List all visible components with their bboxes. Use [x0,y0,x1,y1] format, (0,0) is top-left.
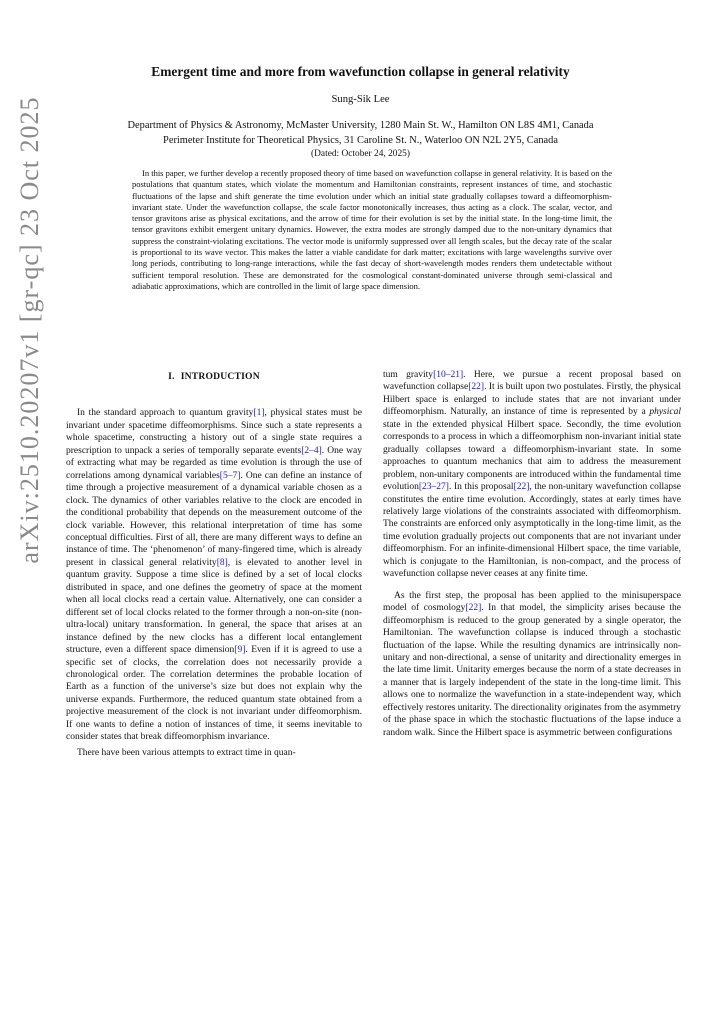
abstract [132,168,612,292]
citation-link[interactable]: [8] [216,557,228,568]
text-run: . One way of extracting what may be regarded as time evolution is through the use of correlations among dynamical variables [66,445,363,481]
text-run: . One can define an instance of time through a projective measurement of a dynamical variable chosen as a clock. The dynamics of other variables relative to the clock are encoded in the conditional probability that depends on the measurement outcome of the clock variable. However, this relational interpretation of time has some conceptual difficulties. First of all, there are many different ways to define an instance of time. The ‘phenomenon’ of many-fingered time, which is already present in classical general relativity [66,470,362,568]
emphasis-physical: physical [649,407,681,418]
text-run: . In this proposal [448,482,514,493]
citation-link[interactable]: [5–7] [219,470,241,481]
intro-paragraph-3 [383,590,681,739]
abstract-text: In this paper, we further develop a recently proposed theory of time based on wavefunction collapse in general relativity. It is based on the postulations that quantum states, which violate the momentum and Hamiltonian constraints, represent instances of time, and stochastic fluctuations of the lapse and shift generate the time evolution under which an initial state gradually collapses toward a diffeomorphism-invariant state. Under the wavefunction collapse, the scale factor monotonically increases, thus acting as a clock. The scalar, vector, and tensor gravitons arise as physical excitations, and the arrow of time for their evolution is set by the initial state. In the long-time limit, the tensor gravitons exhibit emergent unitary dynamics. However, the extra modes are strongly damped due to the non-unitary dynamics that suppress the constraint-violating excitations. The vector mode is uniformly suppressed over all length scales, but the decay rate of the scalar is proportional to its wave vector. This makes the latter a viable candidate for dark matter; excitations with large wavelengths survive over long periods, contributing to long-range interactions, while the fast decay of short-wavelength modes renders them undetectable without sufficient temporal resolution. These are demonstrated for the cosmological constant-dominated universe through semi-classical and adiabatic approximations, which are controlled in the limit of large space dimension. [132,168,612,291]
citation-link[interactable]: [23–27] [418,482,449,493]
intro-paragraph-2-continued [383,369,681,581]
date-line: (Dated: October 24, 2025) [311,149,410,159]
paper-title: Emergent time and more from wavefunction collapse in general relativity [151,64,570,79]
text-run: In the standard approach to quantum gravity [77,408,254,419]
citation-link[interactable]: [10–21] [433,370,464,380]
text-run: . It is built upon two postulates. Firstly, the physical Hilbert space is enlarged to include states that are not invariant under diffeomorphism. Naturally, an instance of time is represented by a [383,382,682,418]
citation-link[interactable]: [2–4] [301,445,322,456]
left-column [66,369,362,759]
text-run: . Here, we pursue a recent proposal based on wavefunction collapse [383,370,681,393]
section-title: INTRODUCTION [180,371,260,382]
text-run: , the non-unitary wavefunction collapse constitutes the entire time evolution. Accordingly, states at early times have relatively large violations of the constraints associated with diffeomorphism. The constraints are enforced only asymptotically in the long-time limit, as the time evolution gradually projects out components that are not invariant under diffeomorphism. For an infinite-dimensional Hilbert space, the time variable, which is conjugate to the Hamiltonian, is non-compact, and the process of wavefunction collapse never ceases at any finite time. [383,482,681,580]
intro-paragraph-2: There have been various attempts to extract time in quan- [77,747,296,758]
text-run: As the first step, the proposal has been applied to the minisuperspace model of cosmology [383,590,681,614]
affiliation-perimeter: Perimeter Institute for Theoretical Physics, 31 Caroline St. N., Waterloo ON N2L 2Y5, Canada [163,135,558,146]
text-run: . In that model, the simplicity arises because the diffeomorphism is reduced to the group generated by a single operator, the Hamiltonian. The wavefunction collapse is induced through a stochastic fluctuation of the lapse. While the resulting dynamics are intrinsically non-unitary and non-directional, a sense of unitarity and directionality emerges in the late time limit. Unitarity emerges because the norm of a state decreases in a manner that is largely independent of the state in the long-time limit. This allows one to normalize the wavefunction in a state-independent way, which effectively restores unitarity. The directionality originates from the asymmetry of the phase space in which the stochastic fluctuations of the lapse induce a random walk. Since the Hilbert space is asymmetric between configurations [383,603,681,738]
section-number: I. [168,371,175,382]
arxiv-identifier[interactable]: arXiv:2510.20207v1 [gr-qc] 23 Oct 2025 [15,96,44,564]
right-column [383,369,681,739]
text-run: state in the extended physical Hilbert space. Secondly, the time evolution corresponds to a process in which a diffeomorphism non-invariant initial state gradually collapses toward a diffeomorphism-invariant state. In some approaches to quantum mechanics that aim to address the measurement problem, non-unitary components are introduced within the fundamental time evolution [383,419,681,493]
intro-paragraph-1 [66,407,362,743]
citation-link[interactable]: [9] [234,645,246,656]
citation-link[interactable]: [22] [513,482,530,493]
text-run: , physical states must be invariant under spacetime diffeomorphisms. Since such a state represents a whole spacetime, constructing a history out of a single state requires a prescription to unpack a series of temporally separate events [66,408,362,456]
section-heading-introduction [66,371,362,383]
affiliation-mcmaster: Department of Physics & Astronomy, McMaster University, 1280 Main St. W., Hamilton ON L8S 4M1, Canada [127,120,594,131]
citation-link[interactable]: [1] [253,408,265,419]
author-name: Sung-Sik Lee [331,94,390,105]
text-run: tum gravity [383,370,434,380]
citation-link[interactable]: [22] [465,603,482,614]
text-run: , is elevated to another level in quantum gravity. Suppose a time slice is defined by a set of local clocks distributed in space, and one defines the geometry of space at the moment when all local clocks read a certain value. Alternatively, one can consider a different set of local clocks related to the former through a non-on-site (non-ultra-local) unitary transformation. In general, the space that arises at an instance defined by the new clocks has a different local entanglement structure, even a different space dimension [66,557,362,656]
citation-link[interactable]: [22] [468,382,485,393]
text-run: . Even if it is agreed to use a specific set of clocks, the correlation does not necessarily provide a chronological order. The correlation determines the probable location of Earth as a function of the universe’s size but does not explain why the universe expands. Furthermore, the reduced quantum state obtained from a projective measurement of the clock is not invariant under diffeomorphism. If one wants to define a notion of instances of time, it seems inevitable to consider states that break diffeomorphism invariance. [66,645,362,743]
